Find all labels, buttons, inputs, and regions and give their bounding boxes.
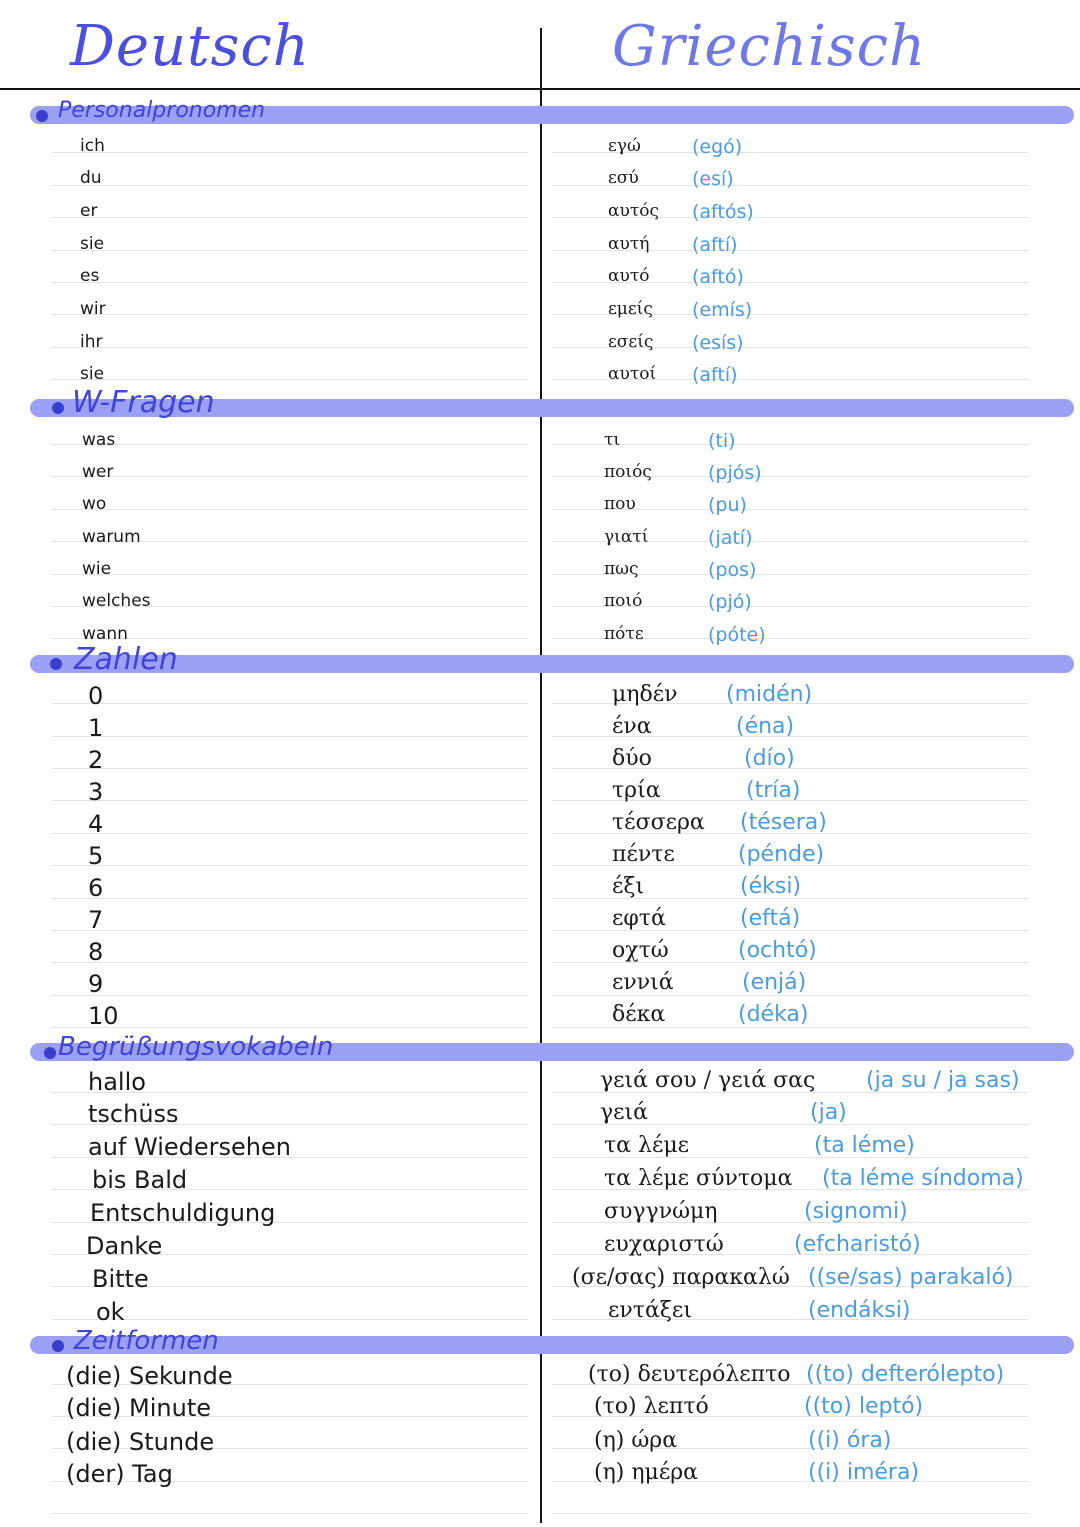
transliteration: (pos): [708, 559, 757, 581]
german-word: er: [80, 201, 98, 221]
bullet-dot-icon: [52, 402, 64, 414]
transliteration: (ochtó): [738, 938, 817, 963]
greek-word: εγώ: [608, 136, 641, 156]
transliteration: ((se/sas) parakaló): [808, 1265, 1014, 1290]
greek-word: εμείς: [608, 299, 653, 319]
transliteration: (éna): [736, 714, 795, 739]
transliteration: (aftó): [692, 266, 744, 288]
ruled-line: [52, 930, 528, 931]
ruled-line: [52, 152, 528, 153]
transliteration: (efcharistó): [794, 1232, 921, 1257]
german-word: wir: [80, 299, 106, 319]
german-word: du: [80, 168, 102, 188]
german-word: 2: [88, 746, 104, 774]
transliteration: (déka): [738, 1002, 809, 1027]
bullet-dot-icon: [44, 1047, 56, 1059]
german-word: was: [82, 430, 116, 450]
ruled-line: [52, 250, 528, 251]
transliteration: (pénde): [738, 842, 825, 867]
greek-word: τα λέμε σύντομα: [604, 1166, 793, 1191]
greek-word: (η) ημέρα: [594, 1460, 699, 1485]
german-word: 4: [88, 810, 104, 838]
german-word: 8: [88, 938, 104, 966]
greek-word: αυτό: [608, 266, 650, 286]
german-word: Bitte: [92, 1265, 149, 1293]
ruled-line: [52, 833, 528, 834]
german-word: wo: [82, 494, 107, 514]
german-word: 6: [88, 874, 104, 902]
greek-word: εφτά: [612, 906, 666, 931]
column-divider: [540, 28, 542, 1523]
transliteration: (pjós): [708, 462, 762, 484]
greek-word: δύο: [612, 746, 652, 771]
german-word: (die) Sekunde: [66, 1362, 233, 1390]
ruled-line: [52, 379, 528, 380]
greek-word: εντάξει: [608, 1298, 692, 1323]
greek-word: πέντε: [612, 842, 675, 867]
transliteration: ((i) óra): [808, 1428, 892, 1453]
german-word: 7: [88, 906, 104, 934]
german-word: sie: [80, 364, 105, 384]
transliteration: ((to) leptó): [804, 1394, 924, 1419]
greek-word: δέκα: [612, 1002, 666, 1027]
ruled-line: [52, 865, 528, 866]
german-word: hallo: [88, 1068, 146, 1096]
transliteration: ((to) defterólepto): [806, 1362, 1005, 1387]
german-word: bis Bald: [92, 1166, 188, 1194]
german-word: 10: [88, 1002, 119, 1030]
greek-column-title: Griechisch: [612, 14, 927, 79]
german-column-title: Deutsch: [70, 14, 310, 79]
german-word: (die) Minute: [66, 1394, 211, 1422]
transliteration: (endáksi): [808, 1298, 911, 1323]
transliteration: (dío): [744, 746, 795, 771]
greek-word: πότε: [604, 624, 644, 644]
ruled-line: [52, 314, 528, 315]
german-word: (der) Tag: [66, 1460, 173, 1488]
greek-word: ποιό: [604, 591, 643, 611]
section-title: Personalpronomen: [58, 98, 266, 123]
greek-word: μηδέν: [612, 682, 678, 707]
section-band: [30, 655, 1074, 673]
ruled-line: [52, 736, 528, 737]
german-word: warum: [82, 527, 141, 547]
greek-word: οχτώ: [612, 938, 669, 963]
german-word: wer: [82, 462, 114, 482]
ruled-line: [52, 703, 528, 704]
transliteration: (tésera): [740, 810, 827, 835]
ruled-line: [52, 800, 528, 801]
ruled-line: [52, 1513, 528, 1514]
german-word: Entschuldigung: [90, 1199, 276, 1227]
transliteration: (póte): [708, 624, 766, 646]
transliteration: (midén): [726, 682, 813, 707]
greek-word: που: [604, 494, 636, 514]
transliteration: (ja): [810, 1100, 847, 1125]
german-word: tschüss: [88, 1100, 179, 1128]
transliteration: (éksi): [740, 874, 802, 899]
transliteration: (pjó): [708, 591, 752, 613]
ruled-line: [52, 444, 528, 445]
ruled-line: [52, 995, 528, 996]
greek-word: εσύ: [608, 168, 639, 188]
section-title: Zahlen: [74, 642, 178, 677]
ruled-line: [52, 217, 528, 218]
greek-word: (σε/σας) παρακαλώ: [572, 1265, 790, 1290]
greek-word: εσείς: [608, 332, 654, 352]
ruled-line: [52, 1027, 528, 1028]
german-word: 3: [88, 778, 104, 806]
bullet-dot-icon: [36, 110, 48, 122]
greek-word: εννιά: [612, 970, 674, 995]
section-title: Begrüßungsvokabeln: [58, 1032, 334, 1062]
bullet-dot-icon: [50, 658, 62, 670]
greek-word: τα λέμε: [604, 1133, 690, 1158]
transliteration: (ti): [708, 430, 736, 452]
greek-word: αυτή: [608, 234, 650, 254]
greek-word: (η) ώρα: [594, 1428, 678, 1453]
ruled-line: [52, 962, 528, 963]
transliteration: (tría): [746, 778, 801, 803]
transliteration: (esí): [692, 168, 734, 190]
greek-word: τρία: [612, 778, 661, 803]
greek-word: γειά σου / γειά σας: [600, 1068, 816, 1093]
transliteration: (jatí): [708, 527, 753, 549]
transliteration: (aftí): [692, 364, 738, 386]
german-word: 5: [88, 842, 104, 870]
transliteration: (ta léme síndoma): [822, 1166, 1024, 1191]
ruled-line: [552, 444, 1028, 445]
section-title: Zeitformen: [74, 1326, 219, 1356]
greek-word: τέσσερα: [612, 810, 705, 835]
german-word: 0: [88, 682, 104, 710]
ruled-line: [52, 768, 528, 769]
ruled-line: [52, 509, 528, 510]
german-word: 1: [88, 714, 104, 742]
ruled-line: [52, 282, 528, 283]
german-word: ich: [80, 136, 105, 156]
ruled-line: [552, 995, 1028, 996]
transliteration: (pu): [708, 494, 747, 516]
transliteration: (signomi): [804, 1199, 908, 1224]
transliteration: (enjá): [742, 970, 807, 995]
ruled-line: [552, 1027, 1028, 1028]
german-word: ihr: [80, 332, 103, 352]
greek-word: έξι: [612, 874, 645, 899]
ruled-line: [52, 898, 528, 899]
german-word: Danke: [86, 1232, 163, 1260]
greek-word: γειά: [600, 1100, 649, 1125]
ruled-line: [52, 476, 528, 477]
german-word: (die) Stunde: [66, 1428, 215, 1456]
transliteration: ((i) iméra): [808, 1460, 920, 1485]
transliteration: (ja su / ja sas): [866, 1068, 1020, 1093]
greek-word: τι: [604, 430, 621, 450]
transliteration: (ta léme): [814, 1133, 915, 1158]
transliteration: (eftá): [740, 906, 801, 931]
transliteration: (aftí): [692, 234, 738, 256]
greek-word: ευχαριστώ: [604, 1232, 724, 1257]
section-title: W-Fragen: [72, 385, 215, 420]
greek-word: (το) δευτερόλεπτο: [588, 1362, 791, 1387]
ruled-line: [552, 1513, 1028, 1514]
greek-word: ποιός: [604, 462, 652, 482]
transliteration: (aftós): [692, 201, 754, 223]
german-word: sie: [80, 234, 105, 254]
german-word: welches: [82, 591, 151, 611]
greek-word: συγγνώμη: [604, 1199, 718, 1224]
bullet-dot-icon: [52, 1340, 64, 1352]
greek-word: γιατί: [604, 527, 649, 547]
transliteration: (emís): [692, 299, 753, 321]
transliteration: (egó): [692, 136, 743, 158]
german-word: 9: [88, 970, 104, 998]
german-word: auf Wiedersehen: [88, 1133, 291, 1161]
german-word: wie: [82, 559, 112, 579]
greek-word: αυτοί: [608, 364, 657, 384]
greek-word: αυτός: [608, 201, 659, 221]
ruled-line: [52, 185, 528, 186]
german-word: ok: [96, 1298, 125, 1326]
greek-word: (το) λεπτό: [594, 1394, 709, 1419]
german-word: es: [80, 266, 100, 286]
german-word: wann: [82, 624, 128, 644]
greek-word: πως: [604, 559, 639, 579]
ruled-line: [52, 574, 528, 575]
transliteration: (esís): [692, 332, 744, 354]
ruled-line: [52, 347, 528, 348]
greek-word: ένα: [612, 714, 652, 739]
